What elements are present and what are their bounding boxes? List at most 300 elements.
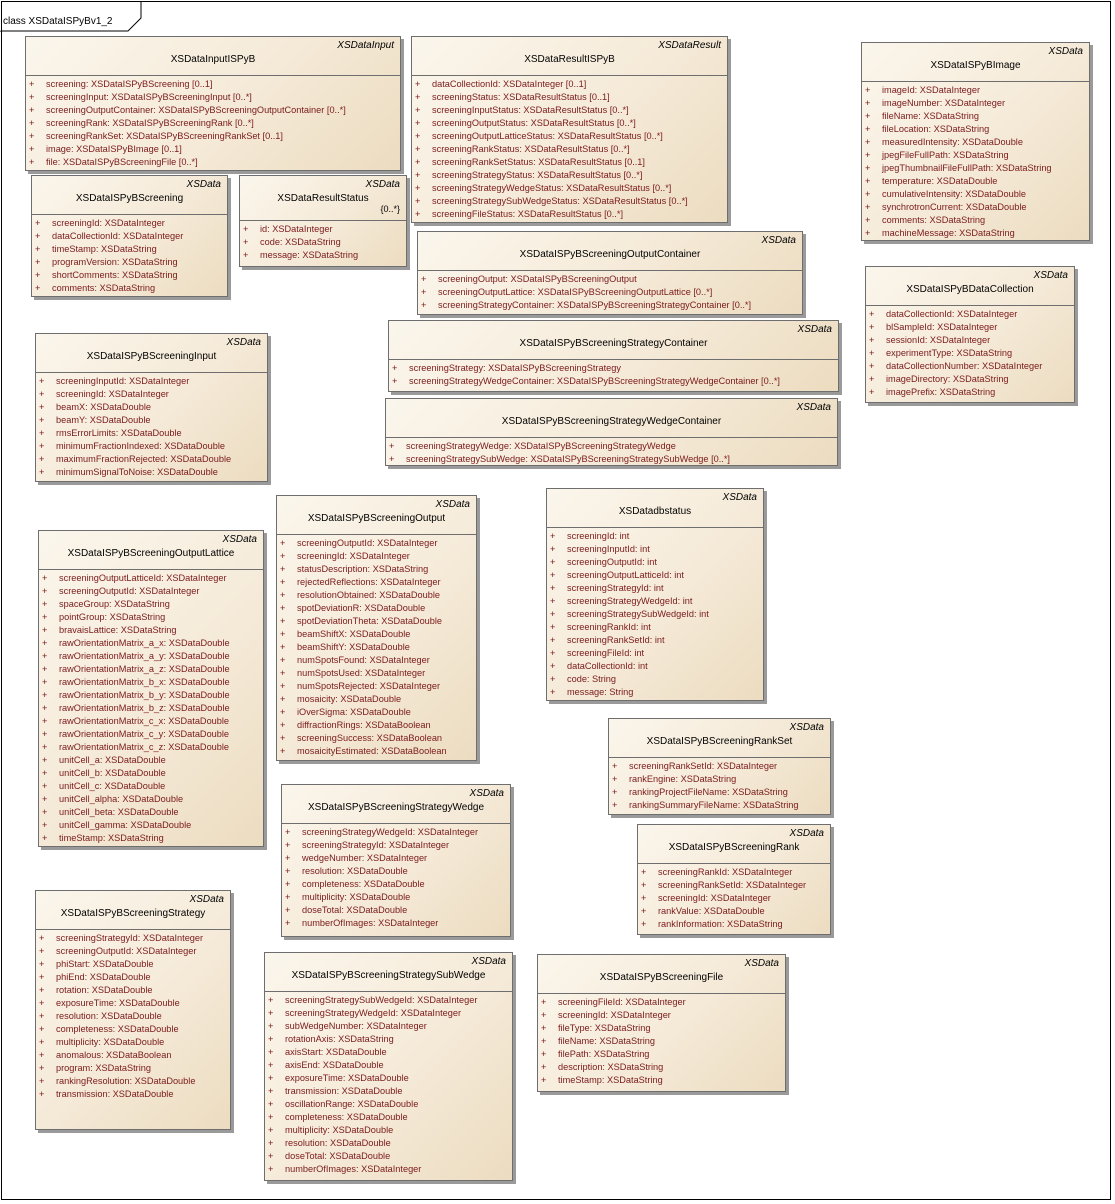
attribute-item[interactable] bbox=[550, 660, 761, 673]
public-visibility-icon: + bbox=[285, 866, 291, 876]
attribute-item[interactable] bbox=[865, 227, 1087, 240]
attribute-item[interactable] bbox=[415, 91, 725, 104]
attribute-item[interactable] bbox=[39, 427, 265, 440]
attribute-item[interactable] bbox=[865, 188, 1087, 201]
attribute-item[interactable] bbox=[42, 663, 261, 676]
attribute-item[interactable] bbox=[415, 195, 725, 208]
attribute-item[interactable] bbox=[280, 745, 474, 758]
public-visibility-icon: + bbox=[280, 707, 286, 717]
attribute-item[interactable] bbox=[35, 269, 225, 282]
attribute-item[interactable] bbox=[42, 689, 261, 702]
attribute-text: screeningSuccess: XSDataBoolean bbox=[297, 733, 443, 743]
public-visibility-icon: + bbox=[39, 1011, 45, 1021]
attribute-item[interactable] bbox=[39, 945, 228, 958]
attribute-item[interactable] bbox=[280, 680, 474, 693]
public-visibility-icon: + bbox=[268, 1021, 274, 1031]
attribute-item[interactable] bbox=[641, 905, 828, 918]
attribute-item[interactable] bbox=[29, 117, 398, 130]
public-visibility-icon: + bbox=[42, 651, 48, 661]
attribute-item[interactable] bbox=[550, 686, 761, 699]
attribute-item[interactable] bbox=[415, 117, 725, 130]
attribute-item[interactable] bbox=[612, 760, 828, 773]
attribute-item[interactable] bbox=[550, 647, 761, 660]
attribute-text: oscillationRange: XSDataDouble bbox=[285, 1099, 419, 1109]
attribute-item[interactable] bbox=[268, 1111, 510, 1124]
attribute-item[interactable] bbox=[29, 91, 398, 104]
attribute-item[interactable] bbox=[39, 1023, 228, 1036]
attribute-item[interactable] bbox=[285, 865, 508, 878]
class-name: XSDataISPyBScreeningRankSet bbox=[646, 736, 793, 747]
attribute-text: statusDescription: XSDataString bbox=[297, 564, 429, 574]
attribute-item[interactable] bbox=[268, 1150, 510, 1163]
attribute-text: dataCollectionId: XSDataInteger [0..1] bbox=[432, 79, 587, 89]
attribute-item[interactable] bbox=[280, 589, 474, 602]
attribute-item[interactable] bbox=[415, 104, 725, 117]
public-visibility-icon: + bbox=[42, 573, 48, 583]
class-compartment-divider bbox=[866, 305, 1074, 306]
attribute-text: rejectedReflections: XSDataInteger bbox=[297, 577, 441, 587]
attribute-item[interactable] bbox=[421, 299, 800, 312]
attribute-text: fileName: XSDataString bbox=[882, 111, 980, 121]
attribute-item[interactable] bbox=[869, 373, 1072, 386]
attribute-text: fileType: XSDataString bbox=[558, 1023, 651, 1033]
attribute-item[interactable] bbox=[869, 334, 1072, 347]
public-visibility-icon: + bbox=[29, 157, 35, 167]
class-stereotype: XSData bbox=[469, 788, 504, 799]
attribute-item[interactable] bbox=[280, 732, 474, 745]
attribute-item[interactable] bbox=[280, 693, 474, 706]
attribute-text: unitCell_c: XSDataDouble bbox=[59, 781, 166, 791]
attribute-item[interactable] bbox=[865, 149, 1087, 162]
attribute-item[interactable] bbox=[268, 1020, 510, 1033]
attribute-item[interactable] bbox=[268, 1137, 510, 1150]
class-box-xsdata-ispy-bscreening-strategy-sub-wedge[interactable] bbox=[264, 952, 513, 1181]
class-compartment-divider bbox=[609, 757, 830, 758]
attribute-item[interactable] bbox=[39, 453, 265, 466]
attribute-item[interactable] bbox=[415, 156, 725, 169]
attribute-item[interactable] bbox=[29, 78, 398, 91]
public-visibility-icon: + bbox=[869, 374, 875, 384]
attribute-item[interactable] bbox=[869, 386, 1072, 399]
public-visibility-icon: + bbox=[42, 677, 48, 687]
attribute-item[interactable] bbox=[39, 1088, 228, 1101]
public-visibility-icon: + bbox=[42, 820, 48, 830]
attribute-item[interactable] bbox=[42, 585, 261, 598]
public-visibility-icon: + bbox=[268, 1151, 274, 1161]
attribute-item[interactable] bbox=[42, 624, 261, 637]
attribute-item[interactable] bbox=[268, 1124, 510, 1137]
attribute-item[interactable] bbox=[42, 702, 261, 715]
attribute-text: dataCollectionNumber: XSDataInteger bbox=[886, 361, 1043, 371]
attribute-item[interactable] bbox=[42, 676, 261, 689]
attribute-item[interactable] bbox=[285, 917, 508, 930]
attribute-item[interactable] bbox=[29, 104, 398, 117]
public-visibility-icon: + bbox=[42, 638, 48, 648]
attribute-item[interactable] bbox=[280, 641, 474, 654]
attribute-text: mosaicityEstimated: XSDataBoolean bbox=[297, 746, 447, 756]
public-visibility-icon: + bbox=[550, 648, 556, 658]
attribute-item[interactable] bbox=[39, 1036, 228, 1049]
attribute-item[interactable] bbox=[641, 866, 828, 879]
attribute-text: shortComments: XSDataString bbox=[52, 270, 178, 280]
attribute-text: screeningStrategyId: XSDataInteger bbox=[302, 840, 450, 850]
class-box-xsdata-ispy-bscreening-rank[interactable] bbox=[637, 824, 831, 935]
attribute-item[interactable] bbox=[541, 1022, 783, 1035]
attribute-item[interactable] bbox=[280, 706, 474, 719]
attribute-item[interactable] bbox=[865, 214, 1087, 227]
class-box-xsdata-input-ispy-b[interactable] bbox=[25, 36, 401, 171]
attribute-text: program: XSDataString bbox=[56, 1063, 151, 1073]
attribute-item[interactable] bbox=[42, 637, 261, 650]
public-visibility-icon: + bbox=[268, 1112, 274, 1122]
class-box-xsdatadbstatus[interactable] bbox=[546, 488, 764, 701]
attribute-item[interactable] bbox=[42, 650, 261, 663]
class-stereotype: XSData bbox=[796, 402, 831, 413]
class-box-xsdata-ispy-bimage[interactable] bbox=[861, 42, 1090, 241]
attribute-item[interactable] bbox=[39, 997, 228, 1010]
public-visibility-icon: + bbox=[42, 807, 48, 817]
class-compartment-divider bbox=[282, 823, 510, 824]
class-box-xsdata-ispy-bscreening-rank-set[interactable] bbox=[608, 718, 831, 815]
class-stereotype: XSData bbox=[365, 179, 400, 190]
attribute-text: machineMessage: XSDataString bbox=[882, 228, 1015, 238]
class-box-xsdata-ispy-bscreening[interactable] bbox=[31, 175, 228, 297]
attribute-item[interactable] bbox=[39, 1062, 228, 1075]
public-visibility-icon: + bbox=[285, 853, 291, 863]
attribute-item[interactable] bbox=[42, 728, 261, 741]
attribute-item[interactable] bbox=[415, 78, 725, 91]
public-visibility-icon: + bbox=[42, 664, 48, 674]
attribute-item[interactable] bbox=[42, 741, 261, 754]
attribute-item[interactable] bbox=[285, 839, 508, 852]
attribute-text: screeningOutputStatus: XSDataResultStatus [0..*] bbox=[432, 118, 636, 128]
attribute-list bbox=[243, 223, 404, 262]
attribute-item[interactable] bbox=[415, 208, 725, 221]
attribute-item[interactable] bbox=[280, 628, 474, 641]
attribute-item[interactable] bbox=[268, 1163, 510, 1176]
attribute-text: screeningRankSetStatus: XSDataResultStatus [0..1] bbox=[432, 157, 645, 167]
attribute-item[interactable] bbox=[268, 1072, 510, 1085]
attribute-item[interactable] bbox=[550, 543, 761, 556]
attribute-text: temperature: XSDataDouble bbox=[882, 176, 998, 186]
attribute-text: screeningStatus: XSDataResultStatus [0..1] bbox=[432, 92, 610, 102]
attribute-item[interactable] bbox=[541, 1074, 783, 1087]
attribute-item[interactable] bbox=[243, 249, 404, 262]
attribute-text: screeningStrategyWedge: XSDataISPyBScreeningStrategyWedge bbox=[406, 441, 676, 451]
public-visibility-icon: + bbox=[415, 92, 421, 102]
attribute-item[interactable] bbox=[42, 806, 261, 819]
public-visibility-icon: + bbox=[869, 387, 875, 397]
attribute-item[interactable] bbox=[389, 453, 835, 466]
attribute-text: exposureTime: XSDataDouble bbox=[285, 1073, 409, 1083]
attribute-item[interactable] bbox=[550, 556, 761, 569]
public-visibility-icon: + bbox=[268, 1060, 274, 1070]
attribute-text: screeningOutputId: XSDataInteger bbox=[59, 586, 200, 596]
attribute-text: screeningInputId: int bbox=[567, 544, 650, 554]
attribute-item[interactable] bbox=[641, 879, 828, 892]
attribute-item[interactable] bbox=[42, 767, 261, 780]
attribute-item[interactable] bbox=[541, 1048, 783, 1061]
attribute-text: cumulativeIntensity: XSDataDouble bbox=[882, 189, 1027, 199]
public-visibility-icon: + bbox=[541, 1049, 547, 1059]
public-visibility-icon: + bbox=[39, 933, 45, 943]
attribute-item[interactable] bbox=[285, 904, 508, 917]
attribute-item[interactable] bbox=[39, 375, 265, 388]
attribute-text: message: XSDataString bbox=[260, 250, 359, 260]
attribute-item[interactable] bbox=[39, 414, 265, 427]
class-box-xsdata-ispy-bscreening-input[interactable] bbox=[35, 333, 268, 482]
class-compartment-divider bbox=[862, 81, 1089, 82]
attribute-item[interactable] bbox=[869, 360, 1072, 373]
class-name: XSDatadbstatus bbox=[618, 506, 692, 517]
attribute-item[interactable] bbox=[869, 321, 1072, 334]
public-visibility-icon: + bbox=[389, 454, 395, 464]
attribute-item[interactable] bbox=[280, 615, 474, 628]
attribute-item[interactable] bbox=[42, 572, 261, 585]
attribute-item[interactable] bbox=[285, 826, 508, 839]
class-name: XSDataISPyBScreeningInput bbox=[86, 351, 217, 362]
class-box-xsdata-ispy-bscreening-output[interactable] bbox=[276, 495, 477, 761]
attribute-text: dataCollectionId: XSDataInteger bbox=[52, 231, 184, 241]
attribute-text: screeningRankSetId: XSDataInteger bbox=[629, 761, 778, 771]
class-compartment-divider bbox=[412, 75, 727, 76]
public-visibility-icon: + bbox=[550, 635, 556, 645]
attribute-item[interactable] bbox=[39, 466, 265, 479]
public-visibility-icon: + bbox=[285, 918, 291, 928]
attribute-item[interactable] bbox=[268, 1007, 510, 1020]
attribute-item[interactable] bbox=[39, 440, 265, 453]
class-compartment-divider bbox=[240, 220, 406, 221]
attribute-item[interactable] bbox=[550, 673, 761, 686]
class-compartment-divider bbox=[547, 527, 763, 528]
public-visibility-icon: + bbox=[280, 629, 286, 639]
attribute-item[interactable] bbox=[541, 1061, 783, 1074]
public-visibility-icon: + bbox=[415, 131, 421, 141]
attribute-item[interactable] bbox=[280, 719, 474, 732]
attribute-item[interactable] bbox=[39, 401, 265, 414]
public-visibility-icon: + bbox=[42, 599, 48, 609]
public-visibility-icon: + bbox=[415, 79, 421, 89]
attribute-item[interactable] bbox=[550, 582, 761, 595]
attribute-item[interactable] bbox=[280, 654, 474, 667]
attribute-item[interactable] bbox=[35, 282, 225, 295]
attribute-item[interactable] bbox=[243, 223, 404, 236]
attribute-item[interactable] bbox=[42, 754, 261, 767]
attribute-item[interactable] bbox=[415, 143, 725, 156]
public-visibility-icon: + bbox=[42, 833, 48, 843]
class-multiplicity: {0..*} bbox=[380, 204, 400, 214]
attribute-text: resolution: XSDataDouble bbox=[302, 866, 408, 876]
attribute-item[interactable] bbox=[421, 273, 800, 286]
attribute-text: unitCell_alpha: XSDataDouble bbox=[59, 794, 184, 804]
attribute-item[interactable] bbox=[541, 996, 783, 1009]
attribute-text: screeningStrategyContainer: XSDataISPyBScreeningStrategyContainer [0..*] bbox=[438, 300, 752, 310]
attribute-item[interactable] bbox=[550, 634, 761, 647]
attribute-item[interactable] bbox=[280, 667, 474, 680]
attribute-item[interactable] bbox=[612, 799, 828, 812]
class-box-xsdata-result-ispy-b[interactable] bbox=[411, 36, 728, 223]
attribute-item[interactable] bbox=[29, 143, 398, 156]
class-box-xsdata-ispy-bscreening-file[interactable] bbox=[537, 954, 786, 1092]
attribute-item[interactable] bbox=[280, 550, 474, 563]
attribute-item[interactable] bbox=[392, 362, 836, 375]
public-visibility-icon: + bbox=[612, 761, 618, 771]
attribute-item[interactable] bbox=[42, 832, 261, 845]
class-box-xsdata-ispy-bscreening-output-container[interactable] bbox=[417, 231, 803, 315]
attribute-item[interactable] bbox=[42, 611, 261, 624]
public-visibility-icon: + bbox=[280, 590, 286, 600]
attribute-text: jpegFileFullPath: XSDataString bbox=[882, 150, 1009, 160]
class-box-xsdata-ispy-bscreening-strategy-container[interactable] bbox=[388, 320, 839, 392]
attribute-text: programVersion: XSDataString bbox=[52, 257, 178, 267]
attribute-item[interactable] bbox=[243, 236, 404, 249]
public-visibility-icon: + bbox=[612, 800, 618, 810]
attribute-item[interactable] bbox=[268, 1033, 510, 1046]
attribute-item[interactable] bbox=[268, 1046, 510, 1059]
attribute-item[interactable] bbox=[865, 97, 1087, 110]
attribute-item[interactable] bbox=[39, 1075, 228, 1088]
attribute-item[interactable] bbox=[268, 1059, 510, 1072]
public-visibility-icon: + bbox=[612, 787, 618, 797]
attribute-text: experimentType: XSDataString bbox=[886, 348, 1013, 358]
attribute-text: diffractionRings: XSDataBoolean bbox=[297, 720, 431, 730]
class-box-xsdata-ispy-bscreening-output-lattice[interactable] bbox=[38, 530, 264, 847]
attribute-item[interactable] bbox=[35, 256, 225, 269]
attribute-item[interactable] bbox=[550, 595, 761, 608]
attribute-item[interactable] bbox=[39, 1010, 228, 1023]
attribute-item[interactable] bbox=[389, 440, 835, 453]
attribute-item[interactable] bbox=[42, 793, 261, 806]
attribute-text: unitCell_b: XSDataDouble bbox=[59, 768, 166, 778]
attribute-item[interactable] bbox=[42, 780, 261, 793]
attribute-item[interactable] bbox=[415, 130, 725, 143]
attribute-item[interactable] bbox=[865, 136, 1087, 149]
public-visibility-icon: + bbox=[280, 616, 286, 626]
public-visibility-icon: + bbox=[550, 544, 556, 554]
class-compartment-divider bbox=[36, 929, 230, 930]
public-visibility-icon: + bbox=[268, 1034, 274, 1044]
class-box-xsdata-result-status[interactable] bbox=[239, 175, 407, 267]
attribute-item[interactable] bbox=[39, 971, 228, 984]
attribute-text: rawOrientationMatrix_c_z: XSDataDouble bbox=[59, 742, 230, 752]
attribute-text: screeningInputStatus: XSDataResultStatus [0..*] bbox=[432, 105, 629, 115]
class-stereotype: XSDataResult bbox=[658, 40, 721, 51]
attribute-item[interactable] bbox=[39, 388, 265, 401]
attribute-text: numSpotsFound: XSDataInteger bbox=[297, 655, 430, 665]
class-stereotype: XSDataInput bbox=[337, 40, 394, 51]
attribute-item[interactable] bbox=[39, 1049, 228, 1062]
class-box-xsdata-ispy-bscreening-strategy-wedge[interactable] bbox=[281, 784, 511, 937]
attribute-item[interactable] bbox=[541, 1009, 783, 1022]
attribute-item[interactable] bbox=[612, 786, 828, 799]
attribute-item[interactable] bbox=[541, 1035, 783, 1048]
attribute-item[interactable] bbox=[550, 608, 761, 621]
class-box-xsdata-ispy-bscreening-strategy-wedge-container[interactable] bbox=[385, 398, 838, 466]
attribute-text: pointGroup: XSDataString bbox=[59, 612, 166, 622]
attribute-item[interactable] bbox=[35, 243, 225, 256]
attribute-text: minimumSignalToNoise: XSDataDouble bbox=[56, 467, 218, 477]
attribute-text: screeningFileId: XSDataInteger bbox=[558, 997, 686, 1007]
attribute-text: dataCollectionId: XSDataInteger bbox=[886, 309, 1018, 319]
attribute-item[interactable] bbox=[865, 123, 1087, 136]
attribute-item[interactable] bbox=[865, 84, 1087, 97]
public-visibility-icon: + bbox=[35, 244, 41, 254]
public-visibility-icon: + bbox=[541, 1023, 547, 1033]
attribute-item[interactable] bbox=[42, 598, 261, 611]
public-visibility-icon: + bbox=[268, 1125, 274, 1135]
class-compartment-divider bbox=[389, 359, 838, 360]
attribute-item[interactable] bbox=[268, 1098, 510, 1111]
attribute-item[interactable] bbox=[29, 156, 398, 169]
attribute-text: spotDeviationTheta: XSDataDouble bbox=[297, 616, 443, 626]
attribute-item[interactable] bbox=[550, 569, 761, 582]
attribute-item[interactable] bbox=[39, 984, 228, 997]
attribute-item[interactable] bbox=[42, 715, 261, 728]
attribute-item[interactable] bbox=[268, 1085, 510, 1098]
attribute-item[interactable] bbox=[285, 891, 508, 904]
attribute-text: screeningOutputLatticeId: int bbox=[567, 570, 684, 580]
attribute-item[interactable] bbox=[641, 918, 828, 931]
public-visibility-icon: + bbox=[42, 794, 48, 804]
attribute-item[interactable] bbox=[280, 576, 474, 589]
attribute-text: rawOrientationMatrix_a_y: XSDataDouble bbox=[59, 651, 230, 661]
class-name: XSDataISPyBScreeningOutput bbox=[307, 513, 446, 524]
attribute-item[interactable] bbox=[268, 994, 510, 1007]
attribute-text: rankEngine: XSDataString bbox=[629, 774, 737, 784]
attribute-item[interactable] bbox=[641, 892, 828, 905]
attribute-item[interactable] bbox=[42, 819, 261, 832]
attribute-text: screeningId: XSDataInteger bbox=[658, 893, 771, 903]
class-box-xsdata-ispy-bscreening-strategy[interactable] bbox=[35, 890, 231, 1130]
attribute-item[interactable] bbox=[285, 878, 508, 891]
attribute-text: completeness: XSDataDouble bbox=[56, 1024, 179, 1034]
attribute-item[interactable] bbox=[550, 530, 761, 543]
attribute-item[interactable] bbox=[39, 932, 228, 945]
attribute-item[interactable] bbox=[392, 375, 836, 388]
attribute-item[interactable] bbox=[612, 773, 828, 786]
attribute-text: unitCell_a: XSDataDouble bbox=[59, 755, 166, 765]
attribute-item[interactable] bbox=[39, 958, 228, 971]
attribute-item[interactable] bbox=[280, 537, 474, 550]
attribute-list bbox=[415, 78, 725, 221]
attribute-item[interactable] bbox=[865, 162, 1087, 175]
attribute-item[interactable] bbox=[280, 602, 474, 615]
attribute-item[interactable] bbox=[285, 852, 508, 865]
attribute-item[interactable] bbox=[865, 175, 1087, 188]
public-visibility-icon: + bbox=[641, 867, 647, 877]
class-stereotype: XSData bbox=[761, 235, 796, 246]
attribute-item[interactable] bbox=[550, 621, 761, 634]
public-visibility-icon: + bbox=[415, 209, 421, 219]
public-visibility-icon: + bbox=[42, 703, 48, 713]
attribute-item[interactable] bbox=[421, 286, 800, 299]
attribute-item[interactable] bbox=[865, 201, 1087, 214]
attribute-item[interactable] bbox=[280, 563, 474, 576]
attribute-item[interactable] bbox=[869, 308, 1072, 321]
attribute-item[interactable] bbox=[415, 169, 725, 182]
attribute-item[interactable] bbox=[865, 110, 1087, 123]
public-visibility-icon: + bbox=[550, 570, 556, 580]
attribute-item[interactable] bbox=[35, 217, 225, 230]
class-box-xsdata-ispy-bdata-collection[interactable] bbox=[865, 266, 1075, 403]
attribute-text: screeningStrategyId: int bbox=[567, 583, 664, 593]
public-visibility-icon: + bbox=[35, 270, 41, 280]
attribute-item[interactable] bbox=[29, 130, 398, 143]
public-visibility-icon: + bbox=[641, 893, 647, 903]
attribute-item[interactable] bbox=[35, 230, 225, 243]
attribute-item[interactable] bbox=[415, 182, 725, 195]
attribute-item[interactable] bbox=[869, 347, 1072, 360]
